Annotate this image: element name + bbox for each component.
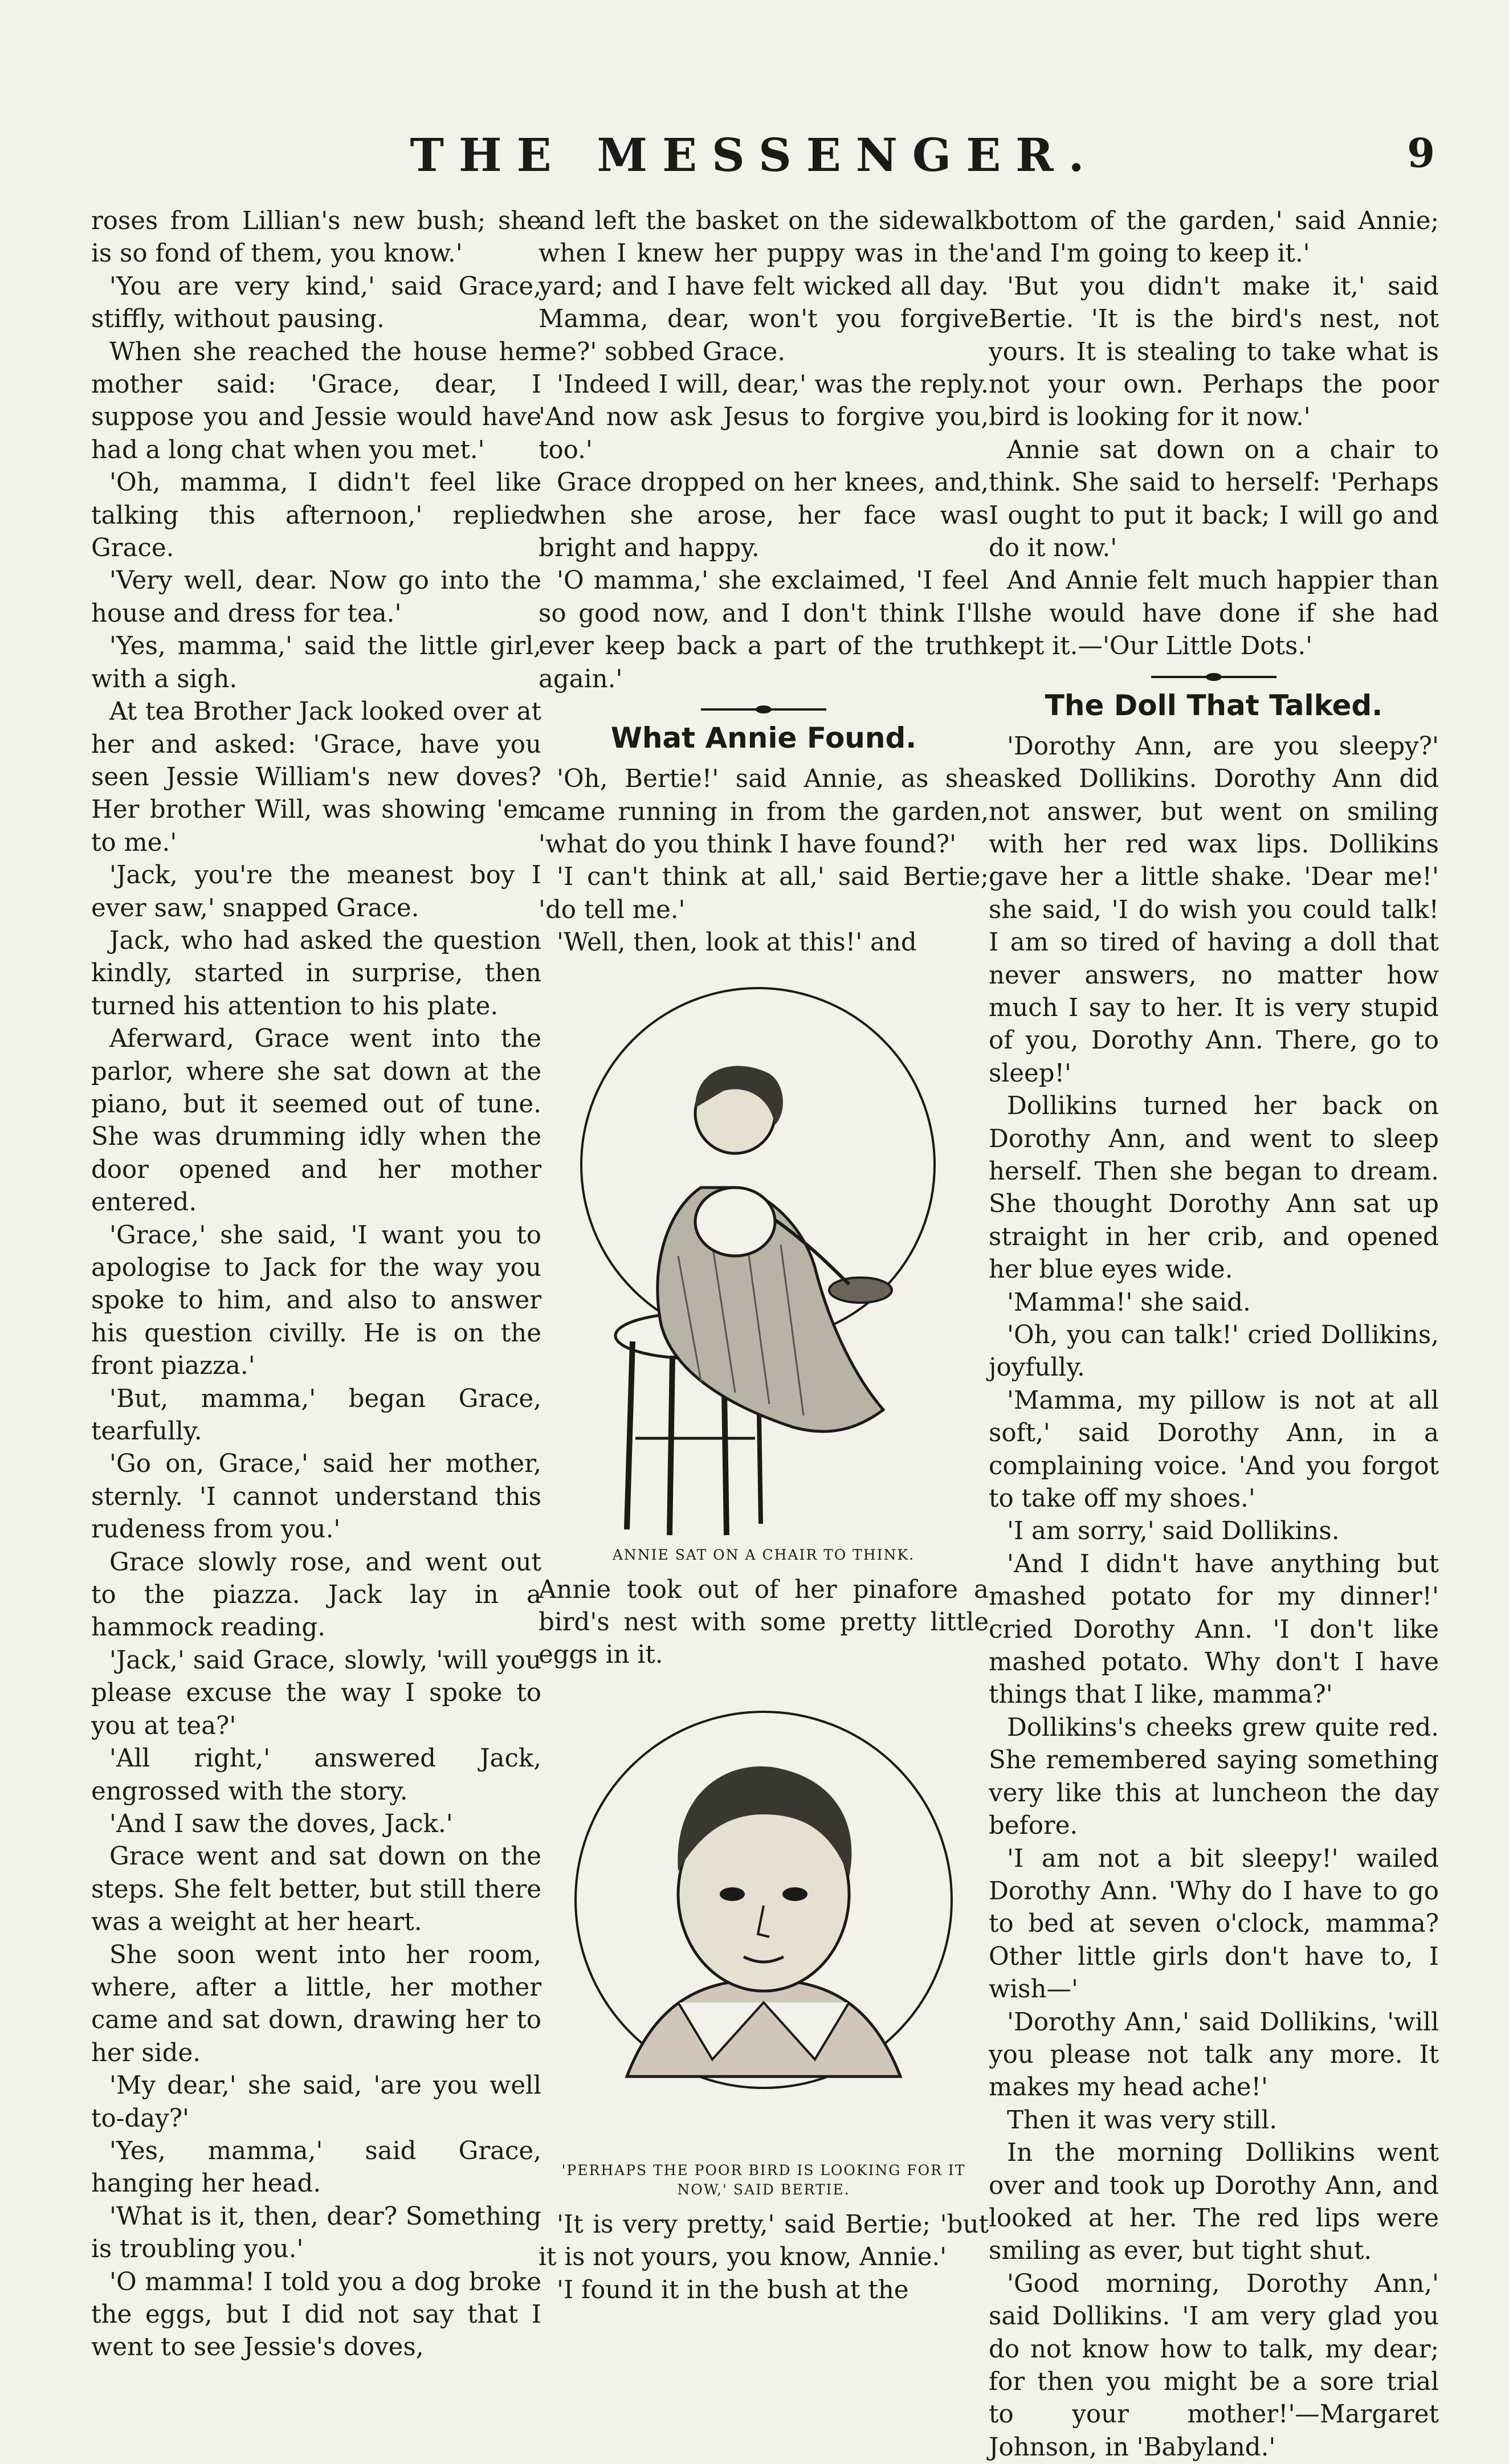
paragraph: Annie took out of her pinafore a bird's nest with some pretty little eggs in it. xyxy=(539,1575,989,1670)
paragraph: 'Yes, mamma,' said Grace, hanging her head. xyxy=(91,2136,541,2198)
figure-caption: ANNIE SAT ON A CHAIR TO THINK. xyxy=(612,1546,915,1563)
paragraph: 'Mamma, my pillow is not at all soft,' said Dorothy Ann, in a complaining voice. 'And you forgot to take off my shoes.' xyxy=(989,1386,1439,1514)
girl-on-chair-engraving xyxy=(564,971,963,1541)
paragraph: 'It is very pretty,' said Bertie; 'but it is not yours, you know, Annie.' xyxy=(539,2210,989,2272)
paragraph: Grace slowly rose, and went out to the piazza. Jack lay in a hammock reading. xyxy=(91,1548,541,1642)
boy-portrait-engraving xyxy=(564,1683,963,2156)
paragraph: 'Oh, Bertie!' said Annie, as she came running in from the garden, 'what do you think I have found?' xyxy=(539,765,989,859)
masthead-title: THE MESSENGER. xyxy=(410,128,1099,182)
section-divider xyxy=(701,708,826,711)
paragraph: 'O mamma! I told you a dog broke the eggs, but I did not say that I went to see Jessie's doves, xyxy=(91,2267,541,2362)
column-1 xyxy=(91,205,541,2364)
paragraph: Then it was very still. xyxy=(1007,2106,1278,2135)
paragraph: 'I am not a bit sleepy!' wailed Dorothy Ann. 'Why do I have to go to bed at seven o'clock, mamma? Other little girls don't have to, I wish—' xyxy=(989,1844,1439,2004)
paragraph: 'And I didn't have anything but mashed potato for my dinner!' cried Dorothy Ann. 'I don't like mashed potato. Why don't I have things that I like, mamma?' xyxy=(989,1549,1439,1710)
paragraph: Annie sat down on a chair to think. She said to herself: 'Perhaps I ought to put it back; I will go and do it now.' xyxy=(989,435,1439,563)
paragraph: 'But you didn't make it,' said Bertie. 'It is the bird's nest, not yours. It is stealing to take what is not your own. Perhaps the poor bird is looking for it now.' xyxy=(989,272,1439,432)
paragraph: roses from Lillian's new bush; she is so fond of them, you know.' xyxy=(91,207,541,268)
paragraph: 'You are very kind,' said Grace, stiffly, without pausing. xyxy=(91,272,541,334)
paragraph: 'Jack, you're the meanest boy I ever saw,' snapped Grace. xyxy=(91,861,541,923)
paragraph: Jack, who had asked the question kindly, started in surprise, then turned his attention to his plate. xyxy=(91,926,541,1021)
paragraph: And Annie felt much happier than she would have done if she had kept it.—'Our Little Dots.' xyxy=(989,566,1439,661)
column-2 xyxy=(539,205,989,2307)
page-header xyxy=(0,128,1509,191)
paragraph: Grace dropped on her knees, and, when she arose, her face was bright and happy. xyxy=(539,468,989,563)
paragraph: Dollikins's cheeks grew quite red. She remembered saying something very like this at luncheon the day before. xyxy=(989,1713,1439,1841)
paragraph: 'I am sorry,' said Dollikins. xyxy=(1007,1517,1340,1546)
paragraph: 'Yes, mamma,' said the little girl, with a sigh. xyxy=(91,632,541,693)
paragraph: In the morning Dollikins went over and took up Dorothy Ann, and looked at her. The red lips were smiling as ever, but tight shut. xyxy=(989,2139,1439,2266)
paragraph: 'Well, then, look at this!' and xyxy=(557,928,917,957)
paragraph: 'Jack,' said Grace, slowly, 'will you please excuse the way I spoke to you at tea?' xyxy=(91,1646,541,1740)
paragraph: 'What is it, then, dear? Something is troubling you.' xyxy=(91,2202,541,2264)
paragraph: 'Oh, mamma, I didn't feel like talking this afternoon,' replied Grace. xyxy=(91,468,541,563)
paragraph: 'My dear,' she said, 'are you well to-day?' xyxy=(91,2071,541,2133)
paragraph: 'Oh, you can talk!' cried Dollikins, joyfully. xyxy=(989,1321,1439,1382)
page-number: 9 xyxy=(1407,129,1435,177)
paragraph: 'Indeed I will, dear,' was the reply. 'And now ask Jesus to forgive you, too.' xyxy=(539,370,989,464)
paragraph: 'All right,' answered Jack, engrossed with the story. xyxy=(91,1744,541,1806)
paragraph: 'O mamma,' she exclaimed, 'I feel so good now, and I don't think I'll ever keep back a part of the truth again.' xyxy=(539,566,989,693)
figure-caption: 'PERHAPS THE POOR BIRD IS LOOKING FOR IT NOW,' SAID BERTIE. xyxy=(561,2161,966,2198)
column-3 xyxy=(989,205,1439,2464)
paragraph: 'I found it in the bush at the xyxy=(557,2275,909,2304)
paragraph: Dollikins turned her back on Dorothy Ann, and went to sleep herself. Then she began to dream. She thought Dorothy Ann sat up straight in her crib, and opened her blue eyes wide. xyxy=(989,1092,1439,1284)
paragraph: When she reached the house her mother said: 'Grace, dear, I suppose you and Jessie would have had a long chat when you met.' xyxy=(91,337,541,464)
illustration-girl-on-chair xyxy=(539,971,989,1565)
paragraph: bottom of the garden,' said Annie; 'and I'm going to keep it.' xyxy=(989,207,1439,268)
paragraph: 'Grace,' she said, 'I want you to apologise to Jack for the way you spoke to him, and also to answer his question civilly. He is on the front piazza.' xyxy=(91,1221,541,1381)
paragraph: Grace went and sat down on the steps. She felt better, but still there was a weight at her heart. xyxy=(91,1842,541,1937)
illustration-boy-portrait xyxy=(539,1683,989,2200)
paragraph: and left the basket on the sidewalk when I knew her puppy was in the yard; and I have felt wicked all day. Mamma, dear, won't you forgive me?' sobbed Grace. xyxy=(539,207,989,366)
paragraph: 'And I saw the doves, Jack.' xyxy=(109,1809,453,1838)
paragraph: Aferward, Grace went into the parlor, where she sat down at the piano, but it seemed out of tune. She was drumming idly when the door opened and her mother entered. xyxy=(91,1025,541,1217)
paragraph: At tea Brother Jack looked over at her and asked: 'Grace, have you seen Jessie William's new doves? Her brother Will, was showing 'em to me.' xyxy=(91,697,541,857)
section-divider xyxy=(1151,676,1276,678)
paragraph: 'Mamma!' she said. xyxy=(1007,1288,1251,1317)
paragraph: 'I can't think at all,' said Bertie; 'do tell me.' xyxy=(539,863,989,924)
paragraph: She soon went into her room, where, after a little, her mother came and sat down, drawing her to her side. xyxy=(91,1940,541,2067)
paragraph: 'Very well, dear. Now go into the house and dress for tea.' xyxy=(91,566,541,628)
story-headline: What Annie Found. xyxy=(610,721,917,755)
paragraph: 'Good morning, Dorothy Ann,' said Dollikins. 'I am very glad you do not know how to talk, my dear; for then you might be a sore trial to your mother!'—Margaret Johnson, in 'Babyland.' xyxy=(989,2269,1439,2462)
paragraph: 'Dorothy Ann, are you sleepy?' asked Dollikins. Dorothy Ann did not answer, but went on smiling with her red wax lips. Dollikins gave her a little shake. 'Dear me!' she said, 'I do wish you could talk! I am so tired of having a doll that never answers, no matter how much I say to her. It is very stupid of you, Dorothy Ann. There, go to sleep!' xyxy=(989,732,1439,1088)
paragraph: 'Dorothy Ann,' said Dollikins, 'will you please not talk any more. It makes my head ache!' xyxy=(989,2008,1439,2102)
paragraph: 'Go on, Grace,' said her mother, sternly. 'I cannot understand this rudeness from you.' xyxy=(91,1450,541,1544)
paragraph: 'But, mamma,' began Grace, tearfully. xyxy=(91,1384,541,1446)
story-headline: The Doll That Talked. xyxy=(1045,688,1383,722)
